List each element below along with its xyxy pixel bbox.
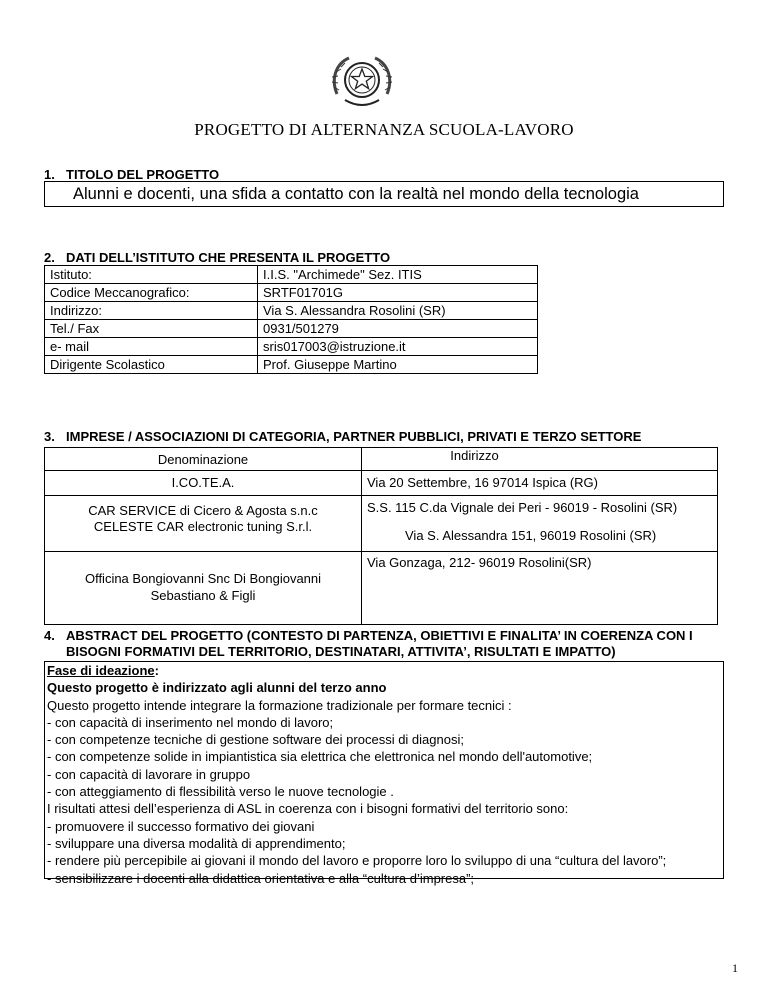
partner-address: Via 20 Settembre, 16 97014 Ispica (RG): [362, 471, 718, 496]
code-value: SRTF01701G: [258, 284, 538, 302]
partner-address-line1: S.S. 115 C.da Vignale dei Peri - 96019 - Rosolini (SR): [367, 500, 678, 515]
table-header-row: [45, 448, 718, 471]
partner-address-line2: Via S. Alessandra 151, 96019 Rosolini (SR): [405, 528, 657, 543]
section-3-number: 3.: [44, 429, 55, 444]
section-2-number: 2.: [44, 250, 55, 265]
table-row: [45, 338, 538, 356]
partner-name-line1: CAR SERVICE di Cicero & Agosta s.n.c: [88, 503, 318, 518]
address-label: Indirizzo:: [45, 302, 258, 320]
abstract-line: - sviluppare una diversa modalità di apprendimento;: [47, 835, 346, 851]
partner-address: Via Gonzaga, 212- 96019 Rosolini(SR): [362, 552, 718, 625]
section-4-number: 4.: [44, 628, 55, 643]
partner-name: I.CO.TE.A.: [45, 471, 362, 496]
target-line: Questo progetto è indirizzato agli alunni del terzo anno: [47, 680, 387, 696]
section-2-heading: [44, 250, 390, 265]
partners-table: [44, 447, 718, 625]
section-3-title: IMPRESE / ASSOCIAZIONI DI CATEGORIA, PARTNER PUBBLICI, PRIVATI E TERZO SETTORE: [66, 429, 642, 444]
abstract-line: I risultati attesi dell’esperienza di ASL in coerenza con i bisogni formativi del territorio sono:: [47, 801, 569, 817]
principal-value: Prof. Giuseppe Martino: [258, 356, 538, 374]
abstract-line: - con atteggiamento di flessibilità verso le nuove tecnologie .: [47, 784, 394, 800]
abstract-line: - con capacità di inserimento nel mondo di lavoro;: [47, 714, 334, 730]
table-row: [45, 266, 538, 284]
partner-name-line2: CELESTE CAR electronic tuning S.r.l.: [93, 519, 313, 534]
phone-label: Tel./ Fax: [45, 320, 258, 338]
table-row: [45, 302, 538, 320]
section-3-heading: [44, 429, 641, 444]
code-label: Codice Meccanografico:: [45, 284, 258, 302]
table-row: [45, 552, 718, 625]
partner-name-line2: Sebastiano & Figli: [150, 588, 256, 603]
abstract-line: Questo progetto intende integrare la formazione tradizionale per formare tecnici :: [47, 697, 512, 713]
abstract-line: - con competenze tecniche di gestione software dei processi di diagnosi;: [47, 732, 464, 748]
table-row: [45, 320, 538, 338]
column-header-address: Indirizzo: [362, 448, 718, 471]
table-row: [45, 496, 718, 552]
project-title-box: [44, 181, 724, 207]
institute-data-table: [44, 265, 538, 374]
partner-name: [45, 496, 362, 552]
phase-label: Fase di ideazione: [47, 663, 155, 678]
abstract-line: - rendere più percepibile ai giovani il mondo del lavoro e proporre loro lo sviluppo di una “cultura del lavoro”;: [47, 853, 667, 869]
republic-emblem-icon: [327, 50, 397, 112]
email-label: e- mail: [45, 338, 258, 356]
abstract-box: [44, 661, 724, 886]
email-value: sris017003@istruzione.it: [258, 338, 538, 356]
section-4-heading: [44, 628, 693, 660]
phase-colon: :: [154, 663, 159, 678]
section-1-number: 1.: [44, 167, 55, 182]
table-row: [45, 356, 538, 374]
table-row: [45, 284, 538, 302]
project-title-value: Alunni e docenti, una sfida a contatto con la realtà nel mondo della tecnologia: [73, 185, 639, 203]
section-1-title: TITOLO DEL PROGETTO: [66, 167, 220, 182]
section-2-title: DATI DELL’ISTITUTO CHE PRESENTA IL PROGETTO: [66, 250, 391, 265]
partner-name-line1: Officina Bongiovanni Snc Di Bongiovanni: [84, 571, 322, 586]
phone-value: 0931/501279: [258, 320, 538, 338]
abstract-line: - con competenze solide in impiantistica sia elettrica che elettronica nel mondo dell'automotive;: [47, 749, 593, 765]
page-number: 1: [732, 961, 738, 975]
principal-label: Dirigente Scolastico: [45, 356, 258, 374]
institute-label: Istituto:: [45, 266, 258, 284]
document-title: PROGETTO DI ALTERNANZA SCUOLA-LAVORO: [194, 120, 574, 139]
abstract-line: - promuovere il successo formativo dei giovani: [47, 818, 315, 834]
abstract-line: - con capacità di lavorare in gruppo: [47, 766, 251, 782]
column-header-name: Denominazione: [45, 448, 362, 471]
section-1-heading: [44, 167, 219, 182]
institute-value: I.I.S. "Archimede" Sez. ITIS: [258, 266, 538, 284]
section-4-title-line2: BISOGNI FORMATIVI DEL TERRITORIO, DESTINATARI, ATTIVITA’, RISULTATI E IMPATTO): [66, 644, 616, 659]
partner-address: [362, 496, 718, 552]
abstract-line: - sensibilizzare i docenti alla didattica orientativa e alla “cultura d’impresa”;: [47, 870, 475, 886]
phase-heading: [47, 662, 723, 679]
section-4-title-line1: ABSTRACT DEL PROGETTO (CONTESTO DI PARTENZA, OBIETTIVI E FINALITA’ IN COERENZA CON I: [66, 628, 693, 643]
table-row: [45, 471, 718, 496]
address-value: Via S. Alessandra Rosolini (SR): [258, 302, 538, 320]
partner-name: [45, 552, 362, 625]
